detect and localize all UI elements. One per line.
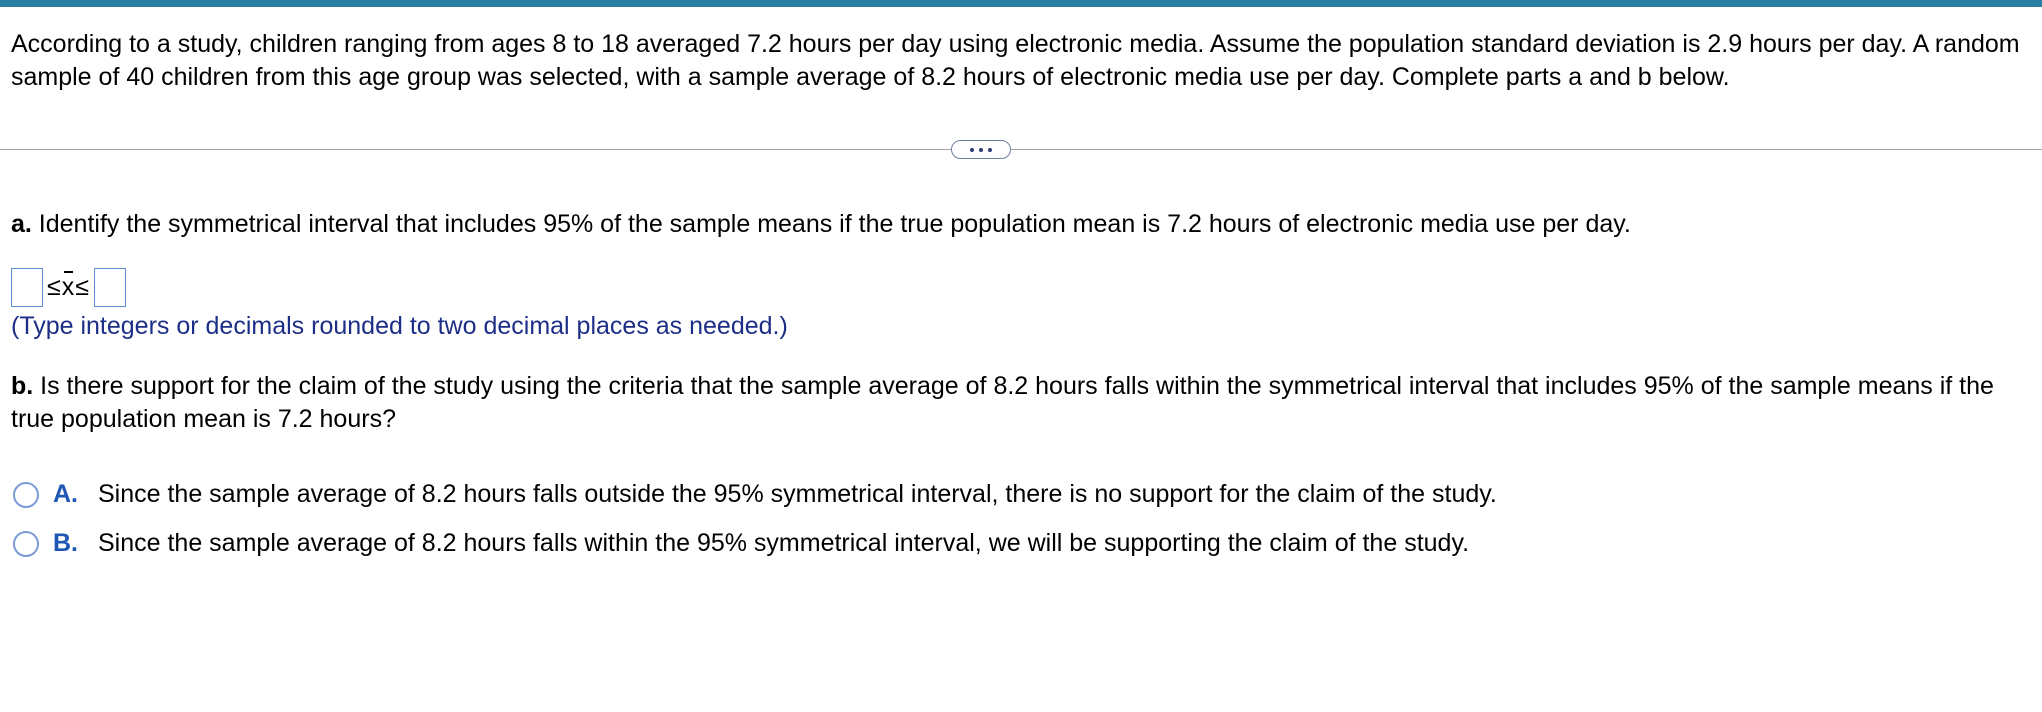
option-a-radio[interactable] [13,482,39,508]
inequality-expression [47,273,90,302]
part-b-label: b. [11,372,34,400]
section-divider [0,149,2042,150]
answer-format-hint: (Type integers or decimals rounded to two decimal places as needed.) [11,312,788,340]
part-a-text: Identify the symmetrical interval that includes 95% of the sample means if the true population mean is 7.2 hours of electronic media use per day. [31,210,1631,238]
option-b-text: Since the sample average of 8.2 hours falls within the 95% symmetrical interval, we will be supporting the claim of the study. [98,529,1470,557]
leq-symbol-right: ≤ [75,272,90,301]
ellipsis-icon [970,148,992,152]
upper-bound-input[interactable] [94,268,126,307]
question-text: According to a study, children ranging from ages 8 to 18 averaged 7.2 hours per day using electronic media. Assume the population standard deviation is 2.9 hours per day. A random sample of 40 children from this age group was selected, with a sample average of 8.2 hours of electronic media use per day. Complete parts a and b below. [11,30,2020,91]
option-b-letter: B. [53,529,78,557]
x-bar-symbol: x [61,272,76,301]
option-b[interactable] [13,527,1469,560]
option-a-letter: A. [53,480,78,508]
part-a-label: a. [11,210,32,238]
part-b-prompt [11,370,2026,436]
top-accent-bar [0,0,2042,7]
option-a[interactable] [13,478,1497,511]
option-a-text: Since the sample average of 8.2 hours falls outside the 95% symmetrical interval, there is no support for the claim of the study. [98,480,1497,508]
lower-bound-input[interactable] [11,268,43,307]
leq-symbol-left: ≤ [47,272,62,301]
part-a-prompt [11,208,1631,241]
expand-button[interactable] [951,140,1011,159]
part-b-text: Is there support for the claim of the study using the criteria that the sample average of 8.2 hours falls within the symmetrical interval that includes 95% of the sample means if the true population mean is 7.2 hours? [11,372,1994,433]
option-b-radio[interactable] [13,531,39,557]
interval-answer-row [11,266,126,308]
